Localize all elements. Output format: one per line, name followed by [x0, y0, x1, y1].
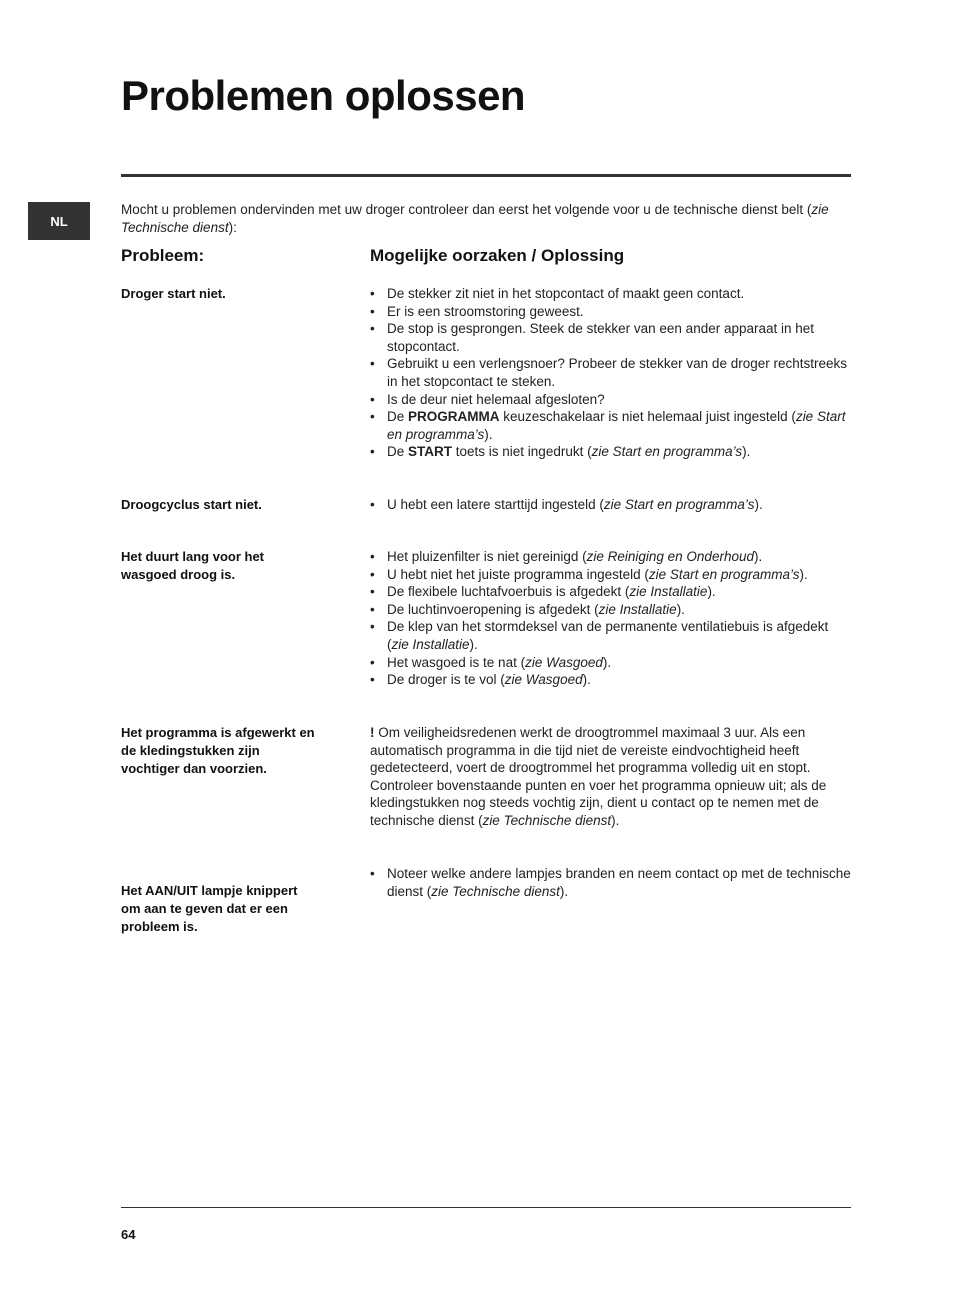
section-reference: zie Start en programma’s [387, 409, 846, 442]
solution-item: • De START toets is niet ingedrukt (zie Start en programma’s). [370, 443, 852, 461]
section-reference: zie Start en programma’s [603, 497, 755, 512]
title-divider [121, 174, 851, 177]
solution-item: • Het pluizenfilter is niet gereinigd (zie Reiniging en Onderhoud). [370, 548, 852, 566]
page-title: Problemen oplossen [121, 72, 526, 119]
solution-item: • De stekker zit niet in het stopcontact of maakt geen contact. [370, 285, 852, 303]
solution-item: • Het wasgoed is te nat (zie Wasgoed). [370, 654, 852, 672]
solution-block [370, 548, 852, 689]
solution-item: • De flexibele luchtafvoerbuis is afgedekt (zie Installatie). [370, 583, 852, 601]
problem-title: Het duurt lang voor het wasgoed droog is. [121, 549, 264, 582]
problem-column-header: Probleem: [121, 246, 205, 265]
warning-icon: ! [370, 725, 375, 740]
solution-block [370, 496, 852, 514]
solution-block [370, 865, 852, 900]
problem-title: Het AAN/UIT lampje knippert om aan te geven dat er een probleem is. [121, 883, 298, 934]
section-reference: zie Wasgoed [504, 672, 583, 688]
intro-reference: zie Technische dienst [121, 202, 829, 235]
solution-item: • U hebt een latere starttijd ingesteld (zie Start en programma’s). [370, 496, 852, 514]
language-tab: NL [28, 202, 90, 240]
solution-item: • Gebruikt u een verlengsnoer? Probeer de stekker van de droger rechtstreeks in het stopcontact te steken. [370, 355, 852, 390]
problem-title: Droger start niet. [121, 286, 226, 301]
section-reference: zie Installatie [598, 601, 677, 617]
section-reference: zie Reiniging en Onderhoud [586, 549, 754, 564]
intro-text: Mocht u problemen ondervinden met uw droger controleer dan eerst het volgende voor u de technische dienst belt ( [121, 202, 812, 217]
footer-divider [121, 1207, 851, 1208]
intro-paragraph [121, 201, 841, 237]
solution-item: • De stop is gesprongen. Steek de stekker van een ander apparaat in het stopcontact. [370, 320, 852, 355]
solution-item: • U hebt niet het juiste programma ingesteld (zie Start en programma’s). [370, 566, 852, 584]
solution-item: • Er is een stroomstoring geweest. [370, 303, 852, 321]
section-reference: zie Technische dienst [482, 812, 612, 828]
page-number: 64 [121, 1227, 136, 1242]
solution-block [370, 285, 852, 461]
section-reference: zie Installatie [629, 584, 708, 600]
solution-list [370, 496, 852, 514]
problem-title: Het programma is afgewerkt en de kledingstukken zijn vochtiger dan voorzien. [121, 725, 315, 776]
intro-text-end: ): [228, 220, 237, 235]
solution-list [370, 285, 852, 461]
section-reference: zie Technische dienst [431, 883, 560, 899]
solution-list [370, 548, 852, 689]
solution-item: • Noteer welke andere lampjes branden en neem contact op met de technische dienst (zie Technische dienst). [370, 865, 852, 900]
solution-item: • De luchtinvoeropening is afgedekt (zie Installatie). [370, 601, 852, 619]
safety-note: ! Om veiligheidsredenen werkt de droogtrommel maximaal 3 uur. Als een automatisch programma in die tijd niet de vereiste eindvochtigheid heeft gedetecteerd, voert de droogtrommel het programma volledig uit en stopt. Controleer bovenstaande punten en voer het programma opnieuw uit; als de kledingstukken nog steeds vochtig zijn, dient u contact op te nemen met de technische dienst (zie Technische dienst). [370, 725, 827, 828]
solution-column-header: Mogelijke oorzaken / Oplossing [370, 246, 625, 265]
section-reference: zie Start en programma’s [591, 444, 743, 460]
solution-item: • Is de deur niet helemaal afgesloten? [370, 391, 852, 409]
section-reference: zie Installatie [391, 636, 470, 652]
solution-item: • De klep van het stormdeksel van de permanente ventilatiebuis is afgedekt (zie Installatie). [370, 618, 852, 653]
solution-list [370, 865, 852, 900]
problem-title: Droogcyclus start niet. [121, 497, 262, 512]
solution-item: • De droger is te vol (zie Wasgoed). [370, 671, 852, 689]
solution-item: • De PROGRAMMA keuzeschakelaar is niet helemaal juist ingesteld (zie Start en programma’s). [370, 408, 852, 443]
section-reference: zie Start en programma’s [648, 566, 800, 582]
section-reference: zie Wasgoed [525, 654, 603, 670]
